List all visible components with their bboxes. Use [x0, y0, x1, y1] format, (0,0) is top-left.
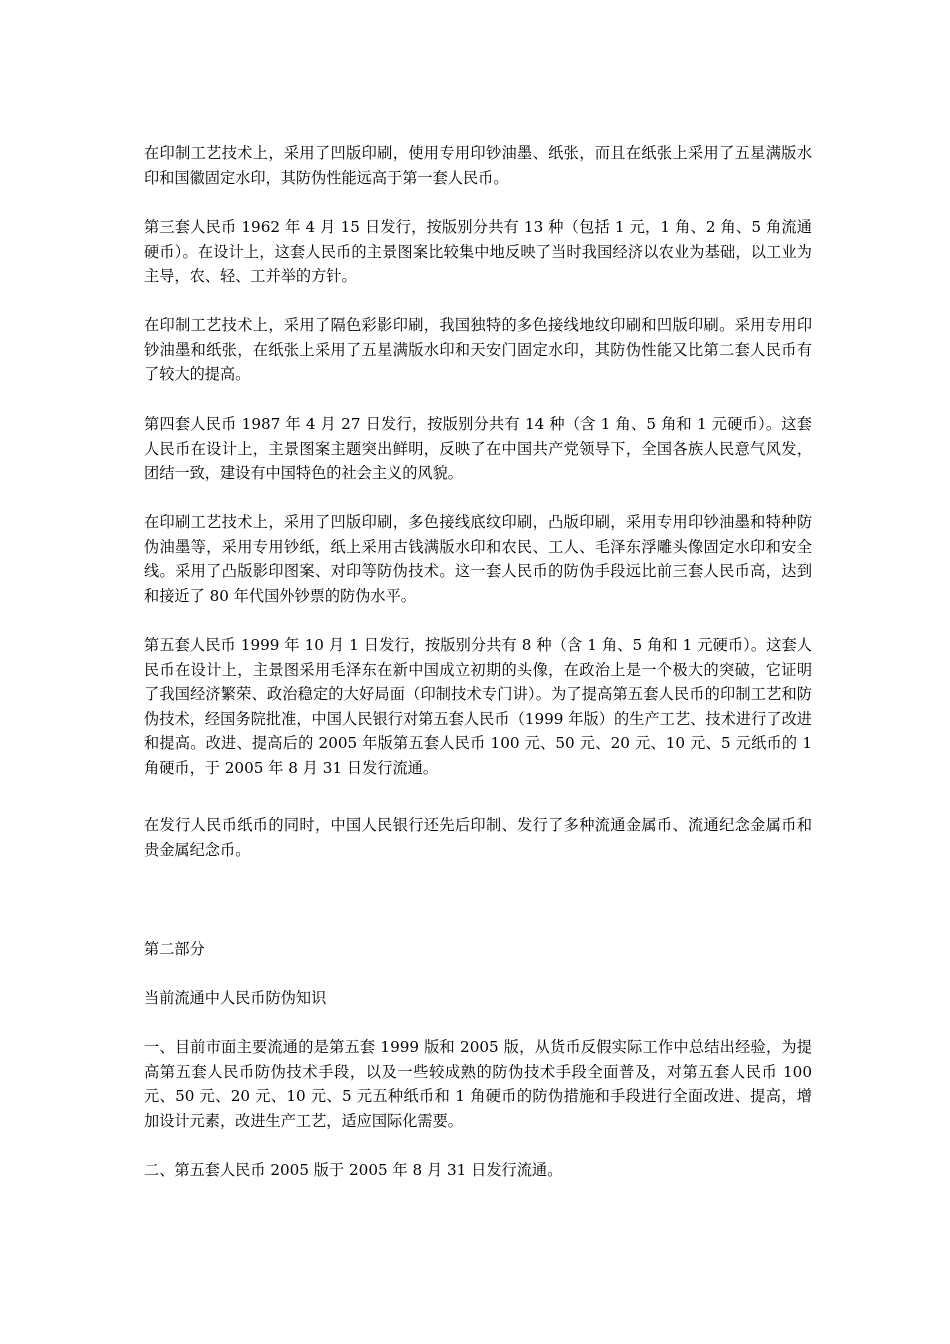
section-subheading-anti-counterfeit: 当前流通中人民币防伪知识: [144, 989, 327, 1007]
paragraph-fifth-set-issue: 第五套人民币 1999 年 10 月 1 日发行，按版别分共有 8 种（含 1 角、5 角和 1 元硬币）。这套人民币在设计上，主景图采用毛泽东在新中国成立初期的头像，在政治上是一个极大的突破，它证明了我国经济繁荣、政治稳定的大好局面（印制技术专门讲）。为了提高第五套人民币的印制工艺和防伪技术，经国务院批准，中国人民银行对第五套人民币（1999 年版）的生产工艺、技术进行了改进和提高。改进、提高后的 2005 年版第五套人民币 100 元、50 元、20 元、10 元、5 元纸币的 1 角硬币，于 2005 年 8 月 31 日发行流通。: [144, 636, 812, 777]
paragraph-coins: 在发行人民币纸币的同时，中国人民银行还先后印制、发行了多种流通金属币、流通纪念金属币和贵金属纪念币。: [144, 816, 812, 859]
paragraph-printing-tech-second-set: 在印制工艺技术上，采用了凹版印刷，使用专用印钞油墨、纸张，而且在纸张上采用了五星满版水印和国徽固定水印，其防伪性能远高于第一套人民币。: [144, 144, 812, 187]
paragraph-printing-tech-fourth-set: 在印刷工艺技术上，采用了凹版印刷，多色接线底纹印刷，凸版印刷，采用专用印钞油墨和特种防伪油墨等，采用专用钞纸，纸上采用古钱满版水印和农民、工人、毛泽东浮雕头像固定水印和安全线。采用了凸版影印图案、对印等防伪技术。这一套人民币的防伪手段远比前三套人民币高，达到和接近了 80 年代国外钞票的防伪水平。: [144, 513, 812, 605]
paragraph-third-set-issue: 第三套人民币 1962 年 4 月 15 日发行，按版别分共有 13 种（包括 1 元，1 角、2 角、5 角流通硬币）。在设计上，这套人民币的主景图案比较集中地反映了当时我国经济以农业为基础，以工业为主导，农、轻、工并举的方针。: [144, 218, 812, 286]
paragraph-printing-tech-third-set: 在印制工艺技术上，采用了隔色彩影印刷，我国独特的多色接线地纹印刷和凹版印刷。采用专用印钞油墨和纸张，在纸张上采用了五星满版水印和天安门固定水印，其防伪性能又比第二套人民币有了较大的提高。: [144, 316, 812, 384]
paragraph-item-one: 一、目前市面主要流通的是第五套 1999 版和 2005 版，从货币反假实际工作中总结出经验，为提高第五套人民币防伪技术手段，以及一些较成熟的防伪技术手段全面普及，对第五套人民币 100 元、50 元、20 元、10 元、5 元五种纸币和 1 角硬币的防伪措施和手段进行全面改进、提高，增加设计元素，改进生产工艺，适应国际化需要。: [144, 1038, 812, 1130]
paragraph-item-two: 二、第五套人民币 2005 版于 2005 年 8 月 31 日发行流通。: [144, 1161, 563, 1179]
paragraph-fourth-set-issue: 第四套人民币 1987 年 4 月 27 日发行，按版别分共有 14 种（含 1 角、5 角和 1 元硬币）。这套人民币在设计上，主景图案主题突出鲜明，反映了在中国共产党领导下，全国各族人民意气风发，团结一致，建设有中国特色的社会主义的风貌。: [144, 415, 812, 483]
section-heading-part-two: 第二部分: [144, 940, 205, 958]
